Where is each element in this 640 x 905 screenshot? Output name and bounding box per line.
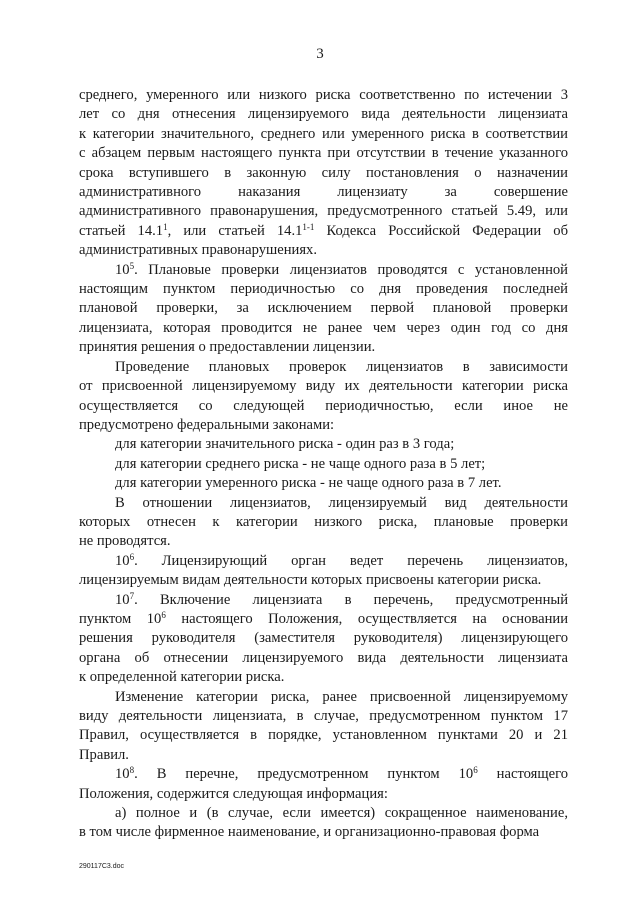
text-run: решения руководителя (заместителя руководителя) лицензирующего [79,630,568,647]
text-run: Кодекса Российской Федерации об [314,222,568,239]
text-run: предусмотрено федеральными законами: [79,416,335,433]
text-run: лет со дня отнесения лицензируемого вида деятельности лицензиата [79,106,568,123]
superscript: 6 [161,609,166,620]
text-line [79,280,568,299]
text-line [79,144,568,163]
superscript: 6 [473,765,478,776]
text-line [79,746,568,765]
text-line [79,397,568,416]
text-run: лицензиата, которая проводится не ранее чем через один год со дня [79,319,568,336]
text-line [79,164,568,183]
text-line [79,202,568,221]
text-run: 10 [115,261,130,278]
text-line [79,455,568,474]
text-run: настоящего Положения, осуществляется на основании [165,610,569,627]
text-line [79,241,568,260]
text-line [79,416,568,435]
text-run: лицензируемым видам деятельности которых присвоены категории риска. [79,572,542,589]
text-line [79,629,568,648]
document-body [79,86,568,843]
text-run: административного наказания лицензиату за совершение [79,184,568,201]
text-run: плановой проверки, за исключением первой плановой проверки [79,300,568,317]
text-line [79,222,568,241]
text-run: Правил. [79,746,129,763]
text-line [79,785,568,804]
text-line [79,591,568,610]
text-line [79,668,568,687]
text-line [79,105,568,124]
text-line [79,86,568,105]
text-run: для категории среднего риска - не чаще одного раза в 5 лет; [115,455,486,472]
text-line [79,183,568,202]
text-run: . В перечне, предусмотренном пунктом 10 [134,766,474,783]
text-run: а) полное и (в случае, если имеется) сокращенное наименование, [115,805,568,822]
text-run: среднего, умеренного или низкого риска соответственно по истечении 3 [79,87,568,103]
text-run: Изменение категории риска, ранее присвоенной лицензируемому [115,688,568,705]
text-line [79,125,568,144]
text-line [79,299,568,318]
text-run: административных правонарушениях. [79,242,317,259]
text-line [79,319,568,338]
text-line [79,261,568,280]
text-line [79,571,568,590]
text-line [79,688,568,707]
text-line [79,552,568,571]
text-line [79,338,568,357]
text-run: Положения, содержится следующая информация: [79,785,388,802]
page-number: 3 [316,46,324,62]
text-run: 10 [115,552,130,569]
text-line [79,435,568,454]
text-run: пунктом 10 [79,610,162,627]
text-run: В отношении лицензиатов, лицензируемый вид деятельности [115,494,568,511]
text-run: от присвоенной лицензируемому виду их деятельности категории риска [79,378,568,395]
superscript: 1-1 [302,221,315,232]
text-line [79,474,568,493]
text-line [79,377,568,396]
superscript: 1 [163,221,168,232]
text-run: осуществляется со следующей периодичностью, если иное не [79,397,568,414]
text-run: виду деятельности лицензиата, в случае, предусмотренном пунктом 17 [79,708,568,724]
file-name-footer: 290117C3.doc [79,863,125,870]
text-line [79,765,568,784]
text-run: органа об отнесении лицензируемого вида деятельности лицензиата [79,649,568,666]
text-run: к определенной категории риска. [79,669,285,686]
text-line [79,494,568,513]
text-run: Проведение плановых проверок лицензиатов в зависимости [115,358,568,375]
text-run: административного правонарушения, предусмотренного статьей 5.49, или [79,203,568,220]
text-run: 10 [115,766,130,783]
text-run: настоящего [477,766,568,783]
text-run: к категории значительного, среднего или умеренного риска в соответствии [79,125,568,142]
text-run: срока вступившего в законную силу постановления о назначении [79,164,568,181]
text-line [79,726,568,745]
text-run: которых отнесен к категории низкого риска, плановые проверки [79,513,568,530]
text-line [79,804,568,823]
text-line [79,823,568,842]
text-line [79,610,568,629]
text-run: Правил, осуществляется в порядке, установленном пунктами 20 и 21 [79,727,568,744]
text-run: , или статьей 14.1 [167,222,303,239]
text-line [79,513,568,532]
superscript: 7 [129,590,135,601]
superscript: 6 [129,551,135,562]
superscript: 5 [129,260,135,271]
text-run: принятия решения о предоставлении лицензии. [79,339,376,356]
text-run: . Лицензирующий орган ведет перечень лицензиатов, [134,552,568,569]
text-run: для категории умеренного риска - не чаще одного раза в 7 лет. [115,475,502,492]
superscript: 8 [129,765,135,776]
text-line [79,649,568,668]
text-run: в том числе фирменное наименование, и организационно-правовая форма [79,824,540,841]
text-line [79,358,568,377]
text-run: настоящим пунктом периодичностью со дня проведения последней [79,281,568,298]
text-run: . Плановые проверки лицензиатов проводятся с установленной [134,261,568,278]
text-line [79,707,568,726]
text-run: для категории значительного риска - один раз в 3 года; [115,436,455,453]
text-run: 10 [115,591,130,608]
text-run: с абзацем первым настоящего пункта при отсутствии в течение указанного [79,145,568,162]
text-run: статьей 14.1 [79,222,164,239]
text-run: не проводятся. [79,533,171,550]
text-run: . Включение лицензиата в перечень, предусмотренный [134,591,568,608]
text-line [79,532,568,551]
